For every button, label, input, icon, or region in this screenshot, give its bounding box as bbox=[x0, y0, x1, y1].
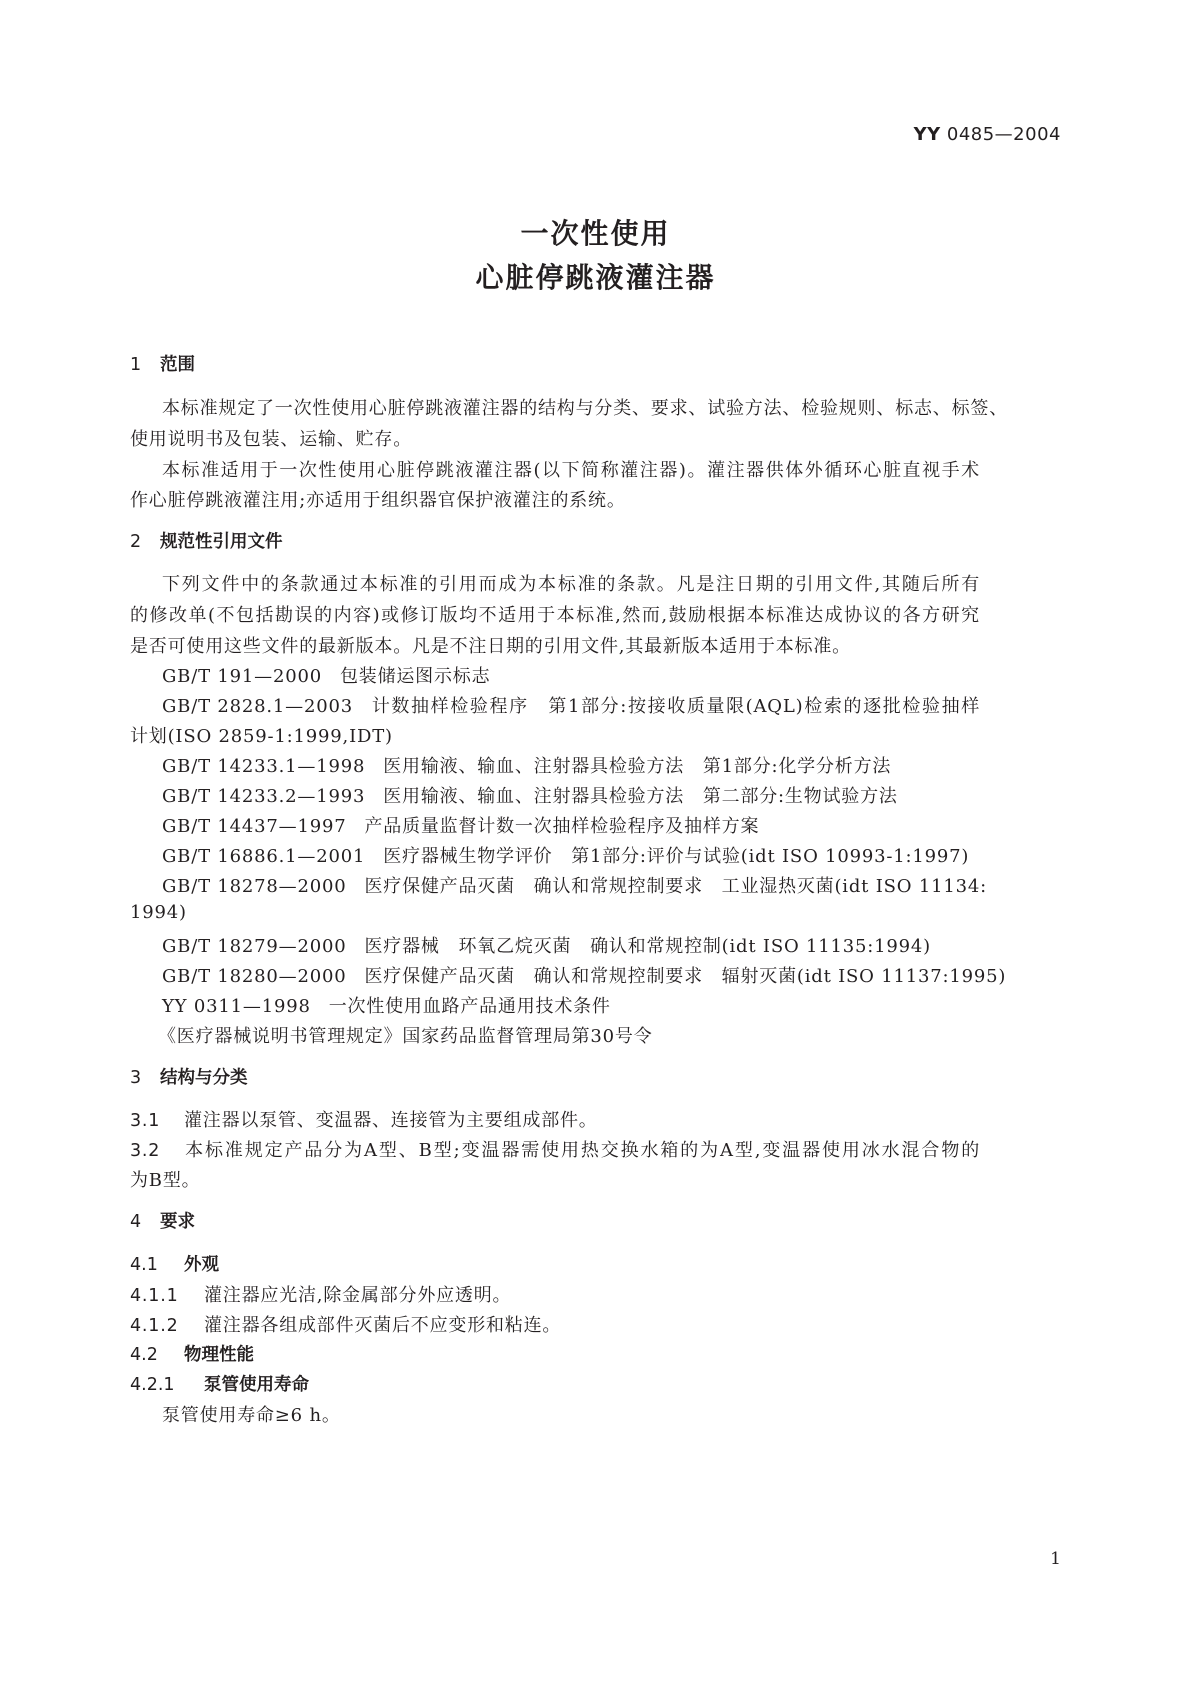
subsection-4-2-1-heading bbox=[130, 1371, 309, 1396]
sec1-p2-line2: 作心脏停跳液灌注用;亦适用于组织器官保护液灌注的系统。 bbox=[130, 490, 626, 511]
reference-title: 医用输液、输血、注射器具检验方法 第1部分:化学分析方法 bbox=[383, 756, 892, 777]
reference-code: GB/T 18279—2000 bbox=[162, 936, 347, 957]
sec1-p1-line2: 使用说明书及包装、运输、贮存。 bbox=[130, 429, 412, 450]
reference-code: GB/T 18278—2000 bbox=[162, 876, 347, 897]
standard-prefix: YY bbox=[913, 124, 941, 145]
reference-code: GB/T 191—2000 bbox=[162, 666, 322, 687]
page-number: 1 bbox=[1050, 1549, 1061, 1569]
reference-title: 医疗器械 环氧乙烷灭菌 确认和常规控制(idt ISO 11135:1994) bbox=[364, 936, 931, 957]
sec1-p2-line1: 本标准适用于一次性使用心脏停跳液灌注器(以下简称灌注器)。灌注器供体外循环心脏直视手术 bbox=[162, 460, 980, 481]
section-1-heading bbox=[130, 351, 195, 376]
reference-item bbox=[162, 662, 490, 688]
sec2-intro-line2: 的修改单(不包括勘误的内容)或修订版均不适用于本标准,然而,鼓励根据本标准达成协议的各方研究 bbox=[130, 605, 980, 626]
reference-title: 医用输液、输血、注射器具检验方法 第二部分:生物试验方法 bbox=[383, 786, 898, 807]
clause-4-1-1 bbox=[130, 1281, 511, 1307]
clause-text: 灌注器各组成部件灭菌后不应变形和粘连。 bbox=[204, 1315, 562, 1336]
clause-text: 本标准规定产品分为A型、B型;变温器需使用热交换水箱的为A型,变温器使用冰水混合物的 bbox=[184, 1140, 980, 1161]
reference-item bbox=[162, 812, 759, 838]
clause-4-2-1-text: 泵管使用寿命≥6 h。 bbox=[162, 1405, 341, 1426]
clause-text: 灌注器应光洁,除金属部分外应透明。 bbox=[204, 1285, 512, 1306]
sec2-intro-line3: 是否可使用这些文件的最新版本。凡是不注日期的引用文件,其最新版本适用于本标准。 bbox=[130, 636, 851, 657]
clause-number: 3.2 bbox=[130, 1141, 161, 1161]
reference-item bbox=[162, 962, 1006, 988]
reference-item bbox=[162, 872, 987, 898]
standard-code: 0485—2004 bbox=[946, 124, 1061, 145]
section-number: 4 bbox=[130, 1212, 142, 1232]
reference-code: GB/T 14233.1—1998 bbox=[162, 756, 366, 777]
reference-item bbox=[162, 782, 898, 808]
section-title: 规范性引用文件 bbox=[160, 532, 283, 552]
reference-code: GB/T 14233.2—1993 bbox=[162, 786, 366, 807]
standard-number bbox=[914, 124, 1061, 145]
subsection-4-2-heading bbox=[130, 1341, 254, 1366]
reference-title: 医疗保健产品灭菌 确认和常规控制要求 工业湿热灭菌(idt ISO 11134: bbox=[364, 876, 987, 897]
reference-item bbox=[162, 752, 891, 778]
clause-text: 灌注器以泵管、变温器、连接管为主要组成部件。 bbox=[184, 1110, 598, 1131]
reference-code: GB/T 14437—1997 bbox=[162, 816, 347, 837]
reference-code: GB/T 16886.1—2001 bbox=[162, 846, 366, 867]
subsection-title: 外观 bbox=[184, 1255, 219, 1275]
section-title: 结构与分类 bbox=[160, 1068, 248, 1088]
section-2-heading bbox=[130, 528, 283, 553]
doc-title-line1: 一次性使用 bbox=[520, 217, 671, 250]
subsection-number: 4.1 bbox=[130, 1255, 158, 1275]
reference-title: 产品质量监督计数一次抽样检验程序及抽样方案 bbox=[364, 816, 760, 837]
reference-item bbox=[162, 932, 931, 958]
subsection-title: 泵管使用寿命 bbox=[204, 1375, 309, 1395]
reference-code: GB/T 2828.1—2003 bbox=[162, 696, 353, 717]
subsection-4-1-heading bbox=[130, 1251, 219, 1276]
clause-4-1-2 bbox=[130, 1311, 561, 1337]
section-3-heading bbox=[130, 1064, 248, 1089]
clause-3-1 bbox=[130, 1106, 598, 1132]
reference-item bbox=[162, 692, 980, 718]
section-4-heading bbox=[130, 1208, 195, 1233]
clause-3-2-continuation: 为B型。 bbox=[130, 1170, 201, 1191]
reference-continuation: 1994) bbox=[130, 902, 187, 923]
section-title: 要求 bbox=[160, 1212, 195, 1232]
reference-continuation: 计划(ISO 2859-1:1999,IDT) bbox=[130, 726, 393, 747]
reference-code: GB/T 18280—2000 bbox=[162, 966, 347, 987]
reference-title: 包装储运图示标志 bbox=[339, 666, 491, 687]
doc-title-line2: 心脏停跳液灌注器 bbox=[475, 261, 716, 294]
reference-title: 医疗器械生物学评价 第1部分:评价与试验(idt ISO 10993-1:1997) bbox=[383, 846, 970, 867]
clause-number: 3.1 bbox=[130, 1111, 161, 1131]
section-number: 3 bbox=[130, 1068, 142, 1088]
reference-code: YY 0311—1998 bbox=[162, 996, 311, 1017]
reference-title: 医疗保健产品灭菌 确认和常规控制要求 辐射灭菌(idt ISO 11137:1995) bbox=[364, 966, 1007, 987]
section-title: 范围 bbox=[160, 355, 195, 375]
section-number: 2 bbox=[130, 532, 142, 552]
reference-title: 一次性使用血路产品通用技术条件 bbox=[328, 996, 611, 1017]
sec1-p1-line1: 本标准规定了一次性使用心脏停跳液灌注器的结构与分类、要求、试验方法、检验规则、标志、标签、 bbox=[162, 398, 1008, 419]
reference-title: 计数抽样检验程序 第1部分:按接收质量限(AQL)检索的逐批检验抽样 bbox=[371, 696, 980, 717]
subsection-title: 物理性能 bbox=[184, 1345, 254, 1365]
reference-item bbox=[162, 992, 611, 1018]
clause-number: 4.1.1 bbox=[130, 1286, 179, 1306]
section-number: 1 bbox=[130, 355, 142, 375]
reference-item bbox=[162, 842, 969, 868]
clause-3-2 bbox=[130, 1136, 980, 1162]
reference-order: 《医疗器械说明书管理规定》国家药品监督管理局第30号令 bbox=[158, 1026, 653, 1047]
clause-number: 4.1.2 bbox=[130, 1316, 179, 1336]
sec2-intro-line1: 下列文件中的条款通过本标准的引用而成为本标准的条款。凡是注日期的引用文件,其随后所有 bbox=[162, 574, 980, 595]
subsection-number: 4.2.1 bbox=[130, 1375, 175, 1395]
subsection-number: 4.2 bbox=[130, 1345, 158, 1365]
